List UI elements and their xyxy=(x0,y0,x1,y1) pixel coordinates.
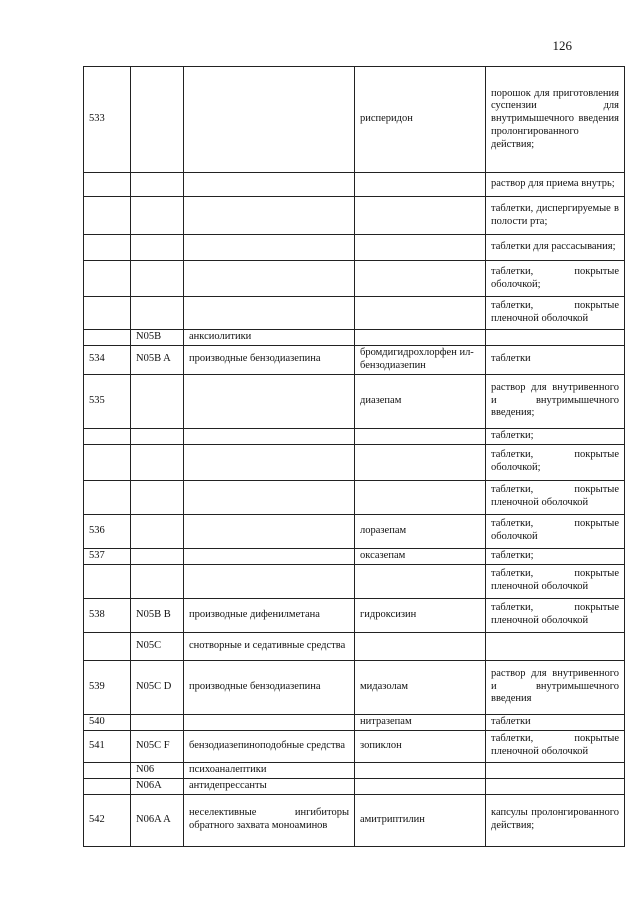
table-row xyxy=(84,173,625,197)
table-row xyxy=(84,197,625,235)
table-body xyxy=(84,67,625,847)
dosage-form-cell: таблетки xyxy=(486,346,625,375)
atc-code-cell xyxy=(131,374,184,428)
atc-code-cell xyxy=(131,235,184,261)
table-row xyxy=(84,428,625,444)
pharmacological-group-cell xyxy=(184,235,355,261)
drug-name-cell xyxy=(355,444,486,480)
atc-code-cell xyxy=(131,480,184,514)
drug-name-cell xyxy=(355,762,486,778)
table-row xyxy=(84,330,625,346)
drug-name-cell xyxy=(355,632,486,660)
atc-code-cell: N05C D xyxy=(131,660,184,714)
row-number-cell xyxy=(84,173,131,197)
row-number-cell xyxy=(84,297,131,330)
table-row xyxy=(84,235,625,261)
atc-code-cell: N06 xyxy=(131,762,184,778)
drug-name-cell xyxy=(355,330,486,346)
row-number-cell xyxy=(84,428,131,444)
row-number-cell xyxy=(84,261,131,297)
drug-name-cell xyxy=(355,778,486,794)
table-row xyxy=(84,762,625,778)
atc-code-cell xyxy=(131,444,184,480)
row-number-cell xyxy=(84,330,131,346)
atc-code-cell: N05C xyxy=(131,632,184,660)
atc-code-cell: N06A xyxy=(131,778,184,794)
row-number-cell: 538 xyxy=(84,598,131,632)
row-number-cell xyxy=(84,444,131,480)
pharmacological-group-cell xyxy=(184,714,355,730)
atc-code-cell: N05B xyxy=(131,330,184,346)
pharmacological-group-cell xyxy=(184,564,355,598)
drug-name-cell xyxy=(355,428,486,444)
row-number-cell: 542 xyxy=(84,794,131,846)
row-number-cell xyxy=(84,564,131,598)
pharmacological-group-cell xyxy=(184,173,355,197)
row-number-cell xyxy=(84,480,131,514)
drug-name-cell: рисперидон xyxy=(355,67,486,173)
row-number-cell: 541 xyxy=(84,730,131,762)
dosage-form-cell: таблетки, покрытые оболочкой; xyxy=(486,261,625,297)
table-row xyxy=(84,548,625,564)
dosage-form-cell: таблетки xyxy=(486,714,625,730)
pharmacological-group-cell xyxy=(184,548,355,564)
drug-name-cell: зопиклон xyxy=(355,730,486,762)
table-row xyxy=(84,632,625,660)
table-row xyxy=(84,514,625,548)
pharmacological-group-cell: антидепрессанты xyxy=(184,778,355,794)
atc-code-cell xyxy=(131,548,184,564)
drug-name-cell xyxy=(355,173,486,197)
table-row xyxy=(84,444,625,480)
row-number-cell: 534 xyxy=(84,346,131,375)
atc-code-cell xyxy=(131,197,184,235)
dosage-form-cell: таблетки, покрытые оболочкой; xyxy=(486,444,625,480)
atc-code-cell xyxy=(131,428,184,444)
atc-code-cell: N05C F xyxy=(131,730,184,762)
atc-code-cell xyxy=(131,261,184,297)
table-row xyxy=(84,598,625,632)
pharmacological-group-cell xyxy=(184,444,355,480)
dosage-form-cell: таблетки, покрытые пленочной оболочкой xyxy=(486,297,625,330)
drug-table xyxy=(83,66,625,847)
atc-code-cell xyxy=(131,173,184,197)
pharmacological-group-cell xyxy=(184,514,355,548)
dosage-form-cell: таблетки; xyxy=(486,428,625,444)
row-number-cell xyxy=(84,762,131,778)
table-row xyxy=(84,297,625,330)
drug-name-cell xyxy=(355,235,486,261)
table-row xyxy=(84,261,625,297)
dosage-form-cell: порошок для приготовления суспензии для внутримышечного введения пролонгированного действия; xyxy=(486,67,625,173)
table-row xyxy=(84,374,625,428)
drug-name-cell: бромдигидрохлорфен ил-бензодиазепин xyxy=(355,346,486,375)
row-number-cell: 533 xyxy=(84,67,131,173)
row-number-cell: 539 xyxy=(84,660,131,714)
pharmacological-group-cell: анксиолитики xyxy=(184,330,355,346)
atc-code-cell xyxy=(131,67,184,173)
dosage-form-cell: таблетки, покрытые пленочной оболочкой xyxy=(486,730,625,762)
atc-code-cell xyxy=(131,297,184,330)
dosage-form-cell xyxy=(486,762,625,778)
pharmacological-group-cell: психоаналептики xyxy=(184,762,355,778)
pharmacological-group-cell xyxy=(184,67,355,173)
dosage-form-cell: раствор для внутривенного и внутримышечного введения; xyxy=(486,374,625,428)
table-row xyxy=(84,564,625,598)
table-row xyxy=(84,346,625,375)
atc-code-cell: N06A A xyxy=(131,794,184,846)
row-number-cell xyxy=(84,632,131,660)
row-number-cell: 535 xyxy=(84,374,131,428)
drug-name-cell xyxy=(355,480,486,514)
drug-name-cell: мидазолам xyxy=(355,660,486,714)
pharmacological-group-cell xyxy=(184,261,355,297)
drug-name-cell xyxy=(355,297,486,330)
atc-code-cell xyxy=(131,714,184,730)
atc-code-cell xyxy=(131,514,184,548)
drug-name-cell: диазепам xyxy=(355,374,486,428)
drug-name-cell: нитразепам xyxy=(355,714,486,730)
pharmacological-group-cell xyxy=(184,197,355,235)
drug-name-cell xyxy=(355,261,486,297)
dosage-form-cell xyxy=(486,632,625,660)
pharmacological-group-cell: бензодиазепиноподобные средства xyxy=(184,730,355,762)
pharmacological-group-cell xyxy=(184,480,355,514)
row-number-cell xyxy=(84,778,131,794)
drug-name-cell xyxy=(355,197,486,235)
table-row xyxy=(84,67,625,173)
row-number-cell xyxy=(84,197,131,235)
dosage-form-cell: раствор для внутривенного и внутримышечного введения xyxy=(486,660,625,714)
pharmacological-group-cell xyxy=(184,428,355,444)
dosage-form-cell: таблетки, покрытые пленочной оболочкой xyxy=(486,564,625,598)
drug-name-cell: лоразепам xyxy=(355,514,486,548)
table-row xyxy=(84,480,625,514)
table-row xyxy=(84,714,625,730)
dosage-form-cell: таблетки, покрытые пленочной оболочкой xyxy=(486,598,625,632)
pharmacological-group-cell: снотворные и седативные средства xyxy=(184,632,355,660)
atc-code-cell: N05B B xyxy=(131,598,184,632)
pharmacological-group-cell: производные дифенилметана xyxy=(184,598,355,632)
drug-name-cell xyxy=(355,564,486,598)
pharmacological-group-cell: производные бензодиазепина xyxy=(184,346,355,375)
dosage-form-cell: таблетки, диспергируемые в полости рта; xyxy=(486,197,625,235)
dosage-form-cell: таблетки для рассасывания; xyxy=(486,235,625,261)
page-number: 126 xyxy=(552,38,572,53)
dosage-form-cell: таблетки; xyxy=(486,548,625,564)
drug-name-cell: гидроксизин xyxy=(355,598,486,632)
pharmacological-group-cell: производные бензодиазепина xyxy=(184,660,355,714)
dosage-form-cell: таблетки, покрытые пленочной оболочкой xyxy=(486,480,625,514)
pharmacological-group-cell xyxy=(184,297,355,330)
table-row xyxy=(84,660,625,714)
pharmacological-group-cell: неселективные ингибиторы обратного захвата моноаминов xyxy=(184,794,355,846)
dosage-form-cell xyxy=(486,330,625,346)
row-number-cell: 536 xyxy=(84,514,131,548)
table-row xyxy=(84,778,625,794)
dosage-form-cell: таблетки, покрытые оболочкой xyxy=(486,514,625,548)
table-row xyxy=(84,794,625,846)
atc-code-cell xyxy=(131,564,184,598)
dosage-form-cell xyxy=(486,778,625,794)
dosage-form-cell: капсулы пролонгированного действия; xyxy=(486,794,625,846)
drug-name-cell: оксазепам xyxy=(355,548,486,564)
row-number-cell: 540 xyxy=(84,714,131,730)
pharmacological-group-cell xyxy=(184,374,355,428)
row-number-cell: 537 xyxy=(84,548,131,564)
atc-code-cell: N05B A xyxy=(131,346,184,375)
drug-name-cell: амитриптилин xyxy=(355,794,486,846)
row-number-cell xyxy=(84,235,131,261)
dosage-form-cell: раствор для приема внутрь; xyxy=(486,173,625,197)
table-row xyxy=(84,730,625,762)
